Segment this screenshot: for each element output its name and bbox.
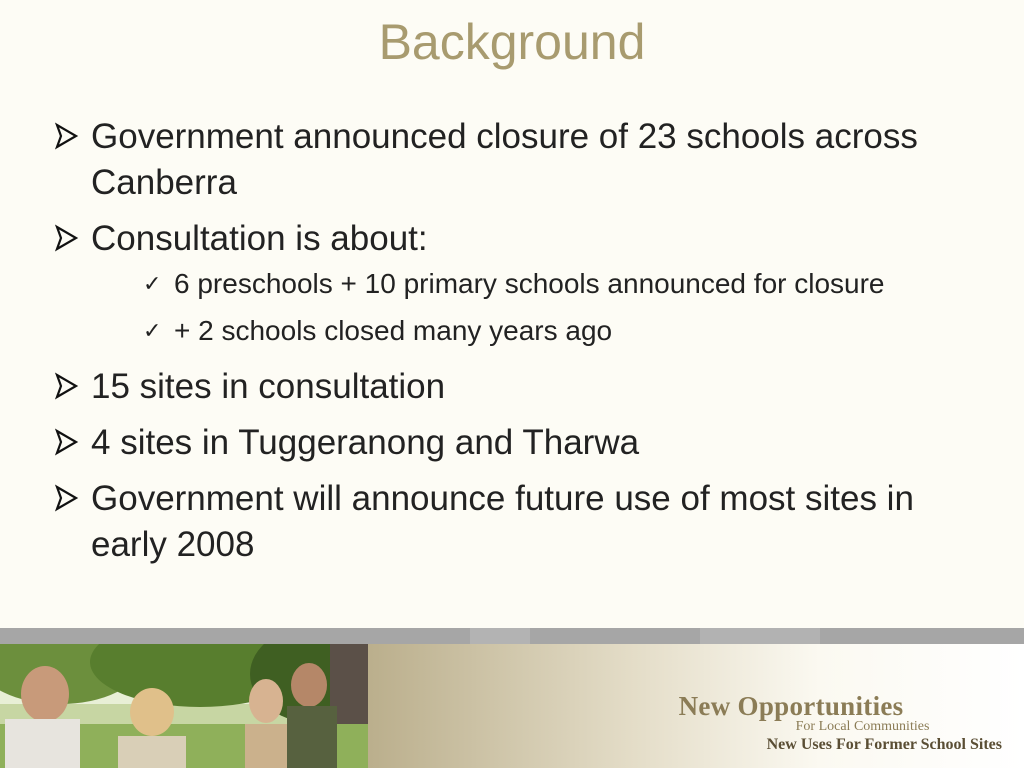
bullet-text: Government will announce future use of most sites in early 2008 bbox=[91, 479, 914, 564]
bullet-text: Consultation is about: bbox=[91, 219, 428, 258]
checkmark-icon: ✓ bbox=[143, 318, 162, 343]
divider-band bbox=[0, 628, 1024, 644]
bullet-text: 4 sites in Tuggeranong and Tharwa bbox=[91, 423, 640, 462]
bullet-list bbox=[52, 114, 952, 578]
sub-bullet-item bbox=[143, 317, 952, 344]
arrowhead-bullet-icon bbox=[52, 478, 82, 518]
bullet-item bbox=[52, 476, 952, 568]
bullet-item bbox=[52, 216, 952, 344]
bullet-item bbox=[52, 420, 952, 466]
bullet-text: 15 sites in consultation bbox=[91, 367, 446, 406]
checkmark-icon: ✓ bbox=[143, 271, 162, 296]
brand-tagline: New Uses For Former School Sites bbox=[766, 736, 1002, 753]
arrowhead-bullet-icon bbox=[52, 422, 82, 462]
sub-bullet-list bbox=[91, 270, 952, 344]
bullet-text: Government announced closure of 23 schools across Canberra bbox=[91, 117, 918, 202]
brand-title: New Opportunities bbox=[678, 691, 904, 721]
brand-logo bbox=[679, 692, 1002, 756]
bullet-item bbox=[52, 114, 952, 206]
sub-bullet-text: + 2 schools closed many years ago bbox=[174, 315, 613, 346]
bullet-item bbox=[52, 364, 952, 410]
arrowhead-bullet-icon bbox=[52, 218, 82, 258]
arrowhead-bullet-icon bbox=[52, 116, 82, 156]
sub-bullet-item bbox=[143, 270, 952, 297]
slide-title: Background bbox=[378, 14, 646, 70]
arrowhead-bullet-icon bbox=[52, 366, 82, 406]
sub-bullet-text: 6 preschools + 10 primary schools announced for closure bbox=[174, 268, 885, 299]
people-photo bbox=[0, 644, 368, 768]
footer-banner bbox=[0, 644, 1024, 768]
brand-subtitle: For Local Communities bbox=[795, 719, 930, 734]
